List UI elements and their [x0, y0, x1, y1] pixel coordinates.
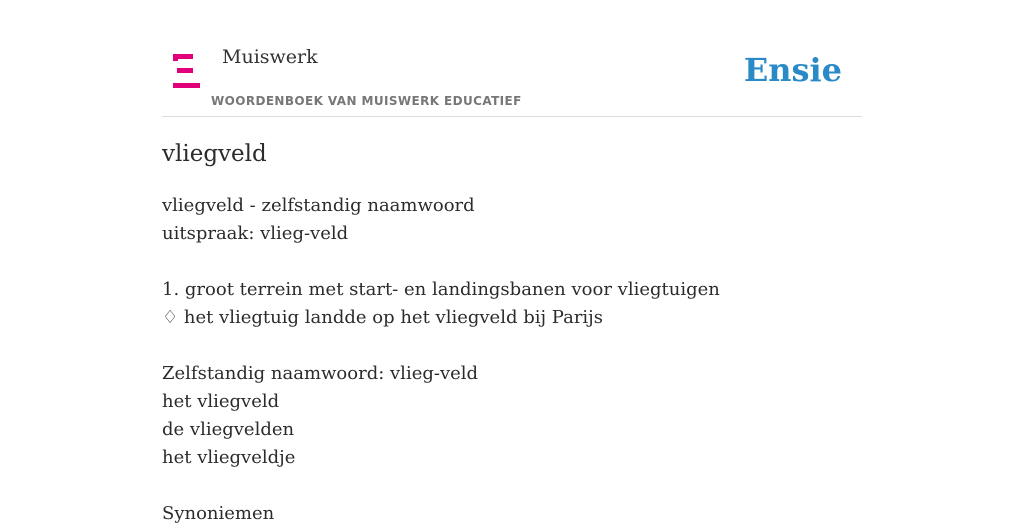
- muiswerk-logo-icon[interactable]: [173, 54, 201, 88]
- header: [162, 0, 862, 117]
- entry-hyphenation: Zelfstandig naamwoord: vlieg-veld: [162, 363, 479, 384]
- page-title: vliegveld: [162, 141, 267, 167]
- entry-spacer: [162, 332, 862, 360]
- entry-word-type: vliegveld - zelfstandig naamwoord: [162, 195, 475, 216]
- entry-plural: de vliegvelden: [162, 419, 295, 440]
- entry-definition: 1. groot terrein met start- en landingsbanen voor vliegtuigen: [162, 279, 720, 300]
- entry-example: ♢ het vliegtuig landde op het vliegveld bij Parijs: [162, 307, 603, 328]
- entry-spacer: [162, 472, 862, 500]
- brand-subtitle: WOORDENBOEK VAN MUISWERK EDUCATIEF: [211, 94, 522, 108]
- entry-pronunciation: uitspraak: vlieg-veld: [162, 223, 349, 244]
- ensie-logo[interactable]: Ensie: [743, 51, 842, 89]
- synonyms-heading: Synoniemen: [162, 503, 275, 524]
- entry-singular: het vliegveld: [162, 391, 280, 412]
- dictionary-entry: [162, 192, 862, 528]
- brand-name[interactable]: Muiswerk: [222, 46, 318, 68]
- entry-diminutive: het vliegveldje: [162, 447, 296, 468]
- page: [162, 0, 862, 524]
- entry-spacer: [162, 248, 862, 276]
